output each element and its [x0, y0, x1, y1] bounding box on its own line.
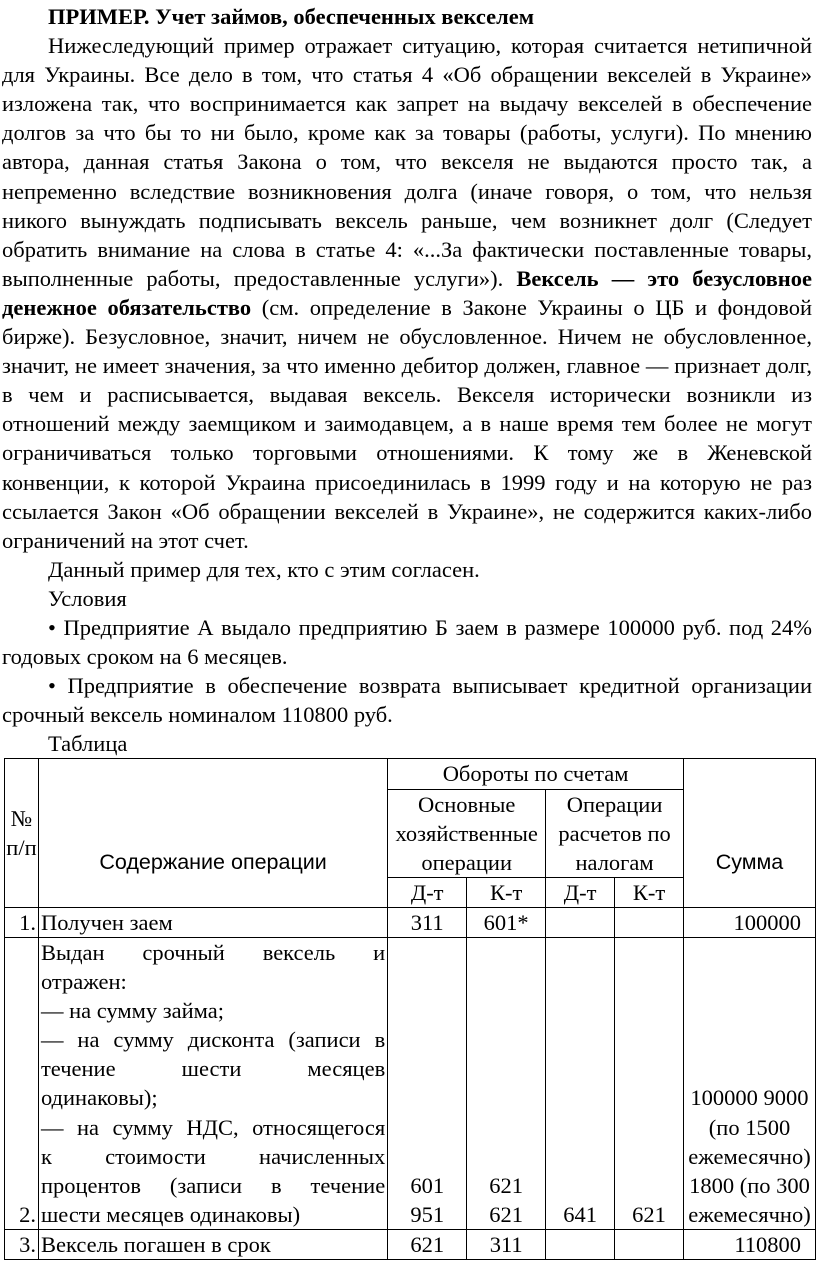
credit-value: 621 — [489, 1201, 524, 1227]
document-title: ПРИМЕР. Учет займов, обеспеченных векселем — [48, 4, 535, 29]
sum-line: ежемесячно) — [688, 1201, 811, 1227]
header-turnover: Обороты по счетам — [388, 759, 684, 789]
debit-value: 951 — [410, 1201, 445, 1227]
row-credit-2 — [615, 1229, 684, 1259]
row-sum: 110800 — [683, 1229, 815, 1259]
content-line: шести месяцев одинаковы) — [40, 1201, 301, 1227]
row-sum — [683, 938, 815, 1230]
row-debit-2 — [546, 907, 615, 937]
content-line: отражен: — [40, 969, 127, 995]
row-content: Получен заем — [38, 907, 387, 937]
row-num: 2. — [5, 938, 39, 1230]
header-credit-1: К-т — [467, 877, 546, 907]
row-debit-1: 621 — [388, 1229, 467, 1259]
debit-value: 601 — [410, 1172, 445, 1198]
content-line: течение шести месяцев — [40, 1056, 386, 1082]
condition-item-2: • Предприятие в обеспечение возврата выписывает кредитной организации срочный вексель номиналом 110800 руб. — [2, 673, 812, 728]
row-credit-1: 311 — [467, 1229, 546, 1259]
content-line: — на сумму НДС, относящегося — [40, 1114, 386, 1140]
header-debit-2: Д-т — [546, 877, 615, 907]
condition-item-1: • Предприятие А выдало предприятию Б заем в размере 100000 руб. под 24% годовых сроком на 6 месяцев. — [2, 614, 812, 670]
row-credit-1 — [467, 938, 546, 1230]
sum-line: ежемесячно) — [688, 1143, 811, 1169]
row-debit-1 — [388, 938, 467, 1230]
header-tax-ops: Операции расчетов по налогам — [546, 789, 684, 877]
row-credit-2: 621 — [615, 938, 684, 1230]
row-sum: 100000 — [683, 907, 815, 937]
content-line: Выдан срочный вексель и — [40, 940, 386, 965]
row-debit-2 — [546, 1229, 615, 1259]
credit-value: 621 — [489, 1172, 524, 1198]
table-row — [5, 938, 816, 1230]
row-num: 1. — [5, 907, 39, 937]
header-num: № п/п — [5, 759, 39, 907]
row-debit-2: 641 — [546, 938, 615, 1230]
row-content: Вексель погашен в срок — [38, 1229, 387, 1259]
content-line: — на сумму займа; — [40, 998, 224, 1024]
row-debit-1: 311 — [388, 907, 467, 937]
header-content: Содержание операции — [38, 759, 387, 907]
table-header-row-1 — [5, 759, 816, 789]
table-row — [5, 907, 816, 937]
content-line: процентов (записи в течение — [40, 1172, 386, 1198]
intro-text-part2: (см. определение в Законе Украины о ЦБ и фондовой бирже). Безусловное, значит, ничем не обусловленное. Ничем не обусловленное, значит, не имеет значения, за что именно дебитор должен, главное — признает долг, в чем и расписывается, выдавая вексель. Векселя исторически возникли из отношений между заемщиком и заимодавцем, а в наше время тем более не могут ограничиваться только торговыми отношениями. К тому же в Женевской конвенции, к которой Украина присоединилась в 1999 году и на которую не раз ссылается Закон «Об обращении векселей в Украине», не содержится каких-либо ограничений на этот счет. — [2, 294, 812, 553]
bill-definition-term: Вексель — это безусловное денежное обязательство — [2, 265, 812, 320]
conditions-heading: Условия — [48, 585, 127, 611]
intro-paragraph — [2, 31, 812, 555]
row-num: 3. — [5, 1229, 39, 1259]
sum-line: (по 1500 — [708, 1114, 791, 1140]
table-row — [5, 1229, 816, 1259]
row-credit-1: 601* — [467, 907, 546, 937]
content-line: к стоимости начисленных — [40, 1143, 386, 1169]
header-debit-1: Д-т — [388, 877, 467, 907]
content-line: — на сумму дисконта (записи в — [40, 1027, 386, 1053]
header-credit-2: К-т — [615, 877, 684, 907]
row-credit-2 — [615, 907, 684, 937]
row-content — [38, 938, 387, 1230]
intro-text-part1: Нижеследующий пример отражает ситуацию, которая считается нетипичной для Украины. Все дело в том, что статья 4 «Об обращении векселей в Украине» изложена так, что воспринимается как запрет на выдачу векселей в обеспечение долгов за что бы то ни было, кроме как за товары (работы, услуги). По мнению автора, данная статья Закона о том, что векселя не выдаются просто так, а непременно вследствие возникновения долга (иначе говоря, о том, что нельзя никого вынуждать подписывать вексель раньше, чем возникнет долг (Следует обратить внимание на слова в статье 4: «...За фактически поставленные товары, выполненные работы, предоставленные услуги»). — [2, 33, 812, 291]
header-sum: Сумма — [683, 759, 815, 907]
content-line: одинаковы); — [40, 1085, 158, 1111]
header-main-ops: Основные хозяйственные операции — [388, 789, 546, 877]
table-caption: Таблица — [48, 731, 128, 757]
agreement-paragraph: Данный пример для тех, кто с этим согласен. — [48, 556, 480, 582]
accounting-table — [4, 758, 816, 1260]
sum-line: 1800 (по 300 — [689, 1172, 810, 1198]
sum-line: 100000 9000 — [690, 1085, 809, 1111]
